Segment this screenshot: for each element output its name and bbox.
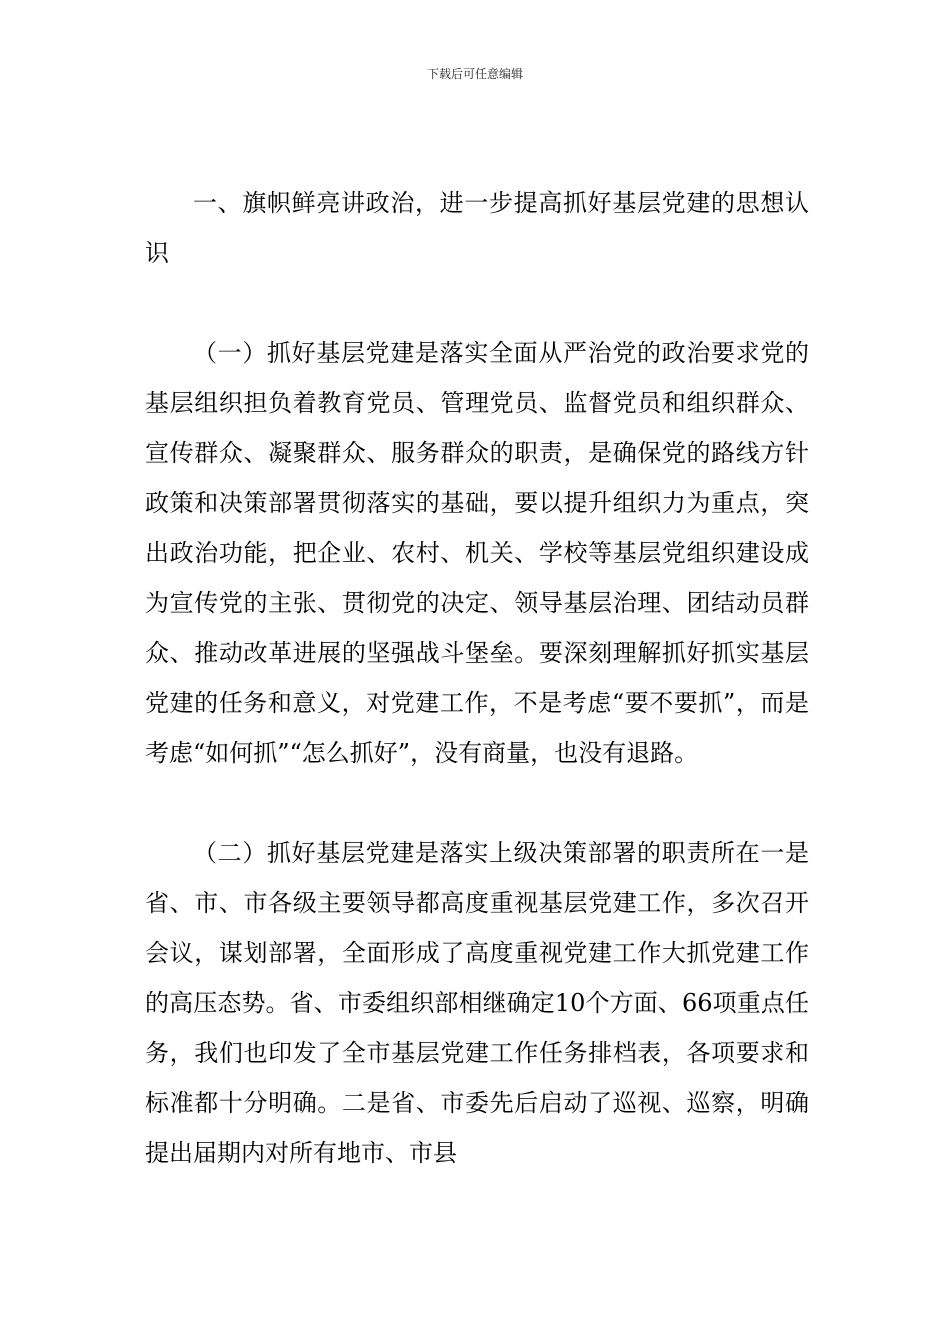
document-body [145, 178, 809, 1178]
paragraph-1: （一）抓好基层党建是落实全面从严治党的政治要求党的基层组织担负着教育党员、管理党员、监督党员和组织群众、宣传群众、凝聚群众、服务群众的职责，是确保党的路线方针政策和决策部署贯彻落实的基础，要以提升组织力为重点，突出政治功能，把企业、农村、机关、学校等基层党组织建设成为宣传党的主张、贯彻党的决定、领导基层治理、团结动员群众、推动改革进展的坚强战斗堡垒。要深刻理解抓好抓实基层党建的任务和意义，对党建工作，不是考虑“要不要抓”，而是考虑“如何抓”“怎么抓好”，没有商量，也没有退路。 [145, 339, 809, 767]
paragraph-2: （二）抓好基层党建是落实上级决策部署的职责所在一是省、市、市各级主要领导都高度重视基层党建工作，多次召开会议，谋划部署，全面形成了高度重视党建工作大抓党建工作的高压态势。省、市委组织部相继确定10个方面、66项重点任务，我们也印发了全市基层党建工作任务排档表，各项要求和标准都十分明确。二是省、市委先后启动了巡视、巡察，明确提出届期内对所有地市、市县 [145, 839, 809, 1167]
section-heading: 一、旗帜鲜亮讲政治，进一步提高抓好基层党建的思想认识 [145, 189, 809, 267]
page-header-note: 下载后可任意编辑 [426, 67, 523, 81]
